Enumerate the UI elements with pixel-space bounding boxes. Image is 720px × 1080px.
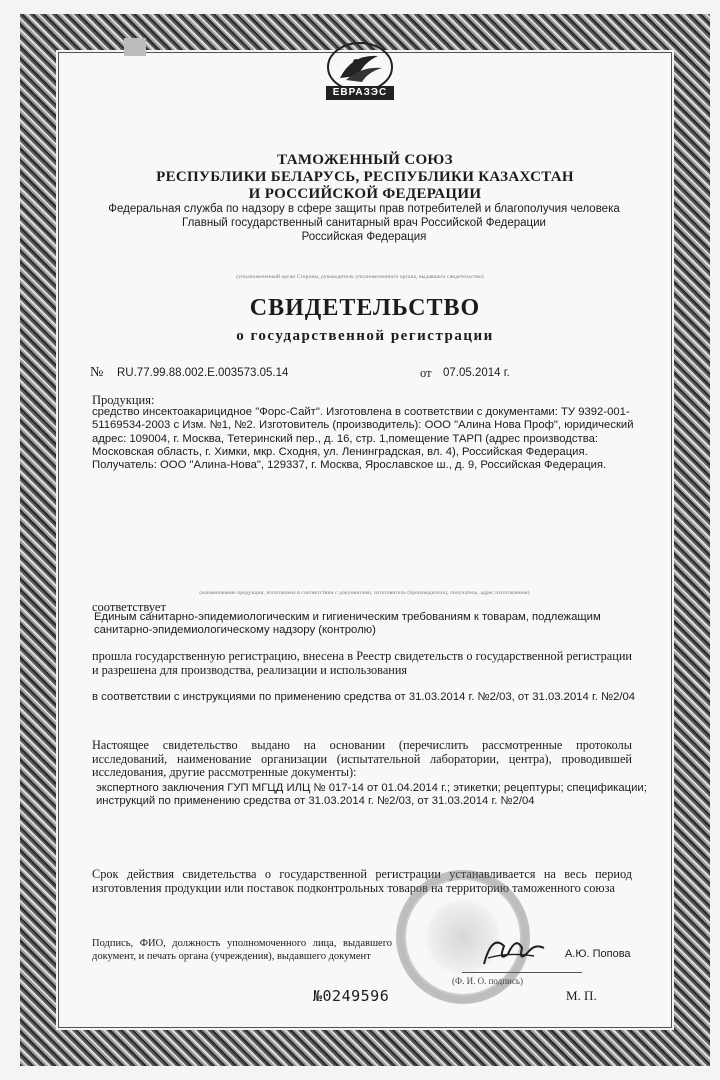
signature-line	[462, 972, 582, 973]
product-caption: (наименование продукции, изготовлена в соответствии с документами, изготовитель (производитель), получатель, адрес изготовления)	[199, 590, 530, 596]
registration-detail: в соответствии с инструкциями по применению средства от 31.03.2014 г. №2/03, от 31.03.2014 г. №2/04	[92, 691, 636, 703]
header-line-1: ТАМОЖЕННЫЙ СОЮЗ	[277, 152, 453, 168]
date-prefix: от	[420, 366, 432, 380]
number-prefix: №	[90, 365, 104, 380]
seal-placeholder: М. П.	[566, 988, 597, 1003]
handwritten-signature-icon	[478, 928, 548, 972]
header-line-2: РЕСПУБЛИКИ БЕЛАРУСЬ, РЕСПУБЛИКИ КАЗАХСТАН	[156, 169, 574, 185]
header-line-3: И РОССИЙСКОЙ ФЕДЕРАЦИИ	[248, 186, 482, 202]
certificate-date: 07.05.2014 г.	[443, 367, 510, 379]
emblem-label: ЕВРАЗЭС	[332, 87, 388, 98]
certificate-number: RU.77.99.88.002.Е.003573.05.14	[117, 367, 289, 379]
document-title: СВИДЕТЕЛЬСТВО	[249, 295, 481, 321]
registration-text: прошла государственную регистрацию, внесена в Реестр свидетельств о государственной регистрации и разрешена для производства, реализации и использования	[92, 649, 632, 677]
signature-caption: Подпись, ФИО, должность уполномоченного лица, выдавшего документ, и печать органа (учреждения), выдавшего документ	[92, 938, 392, 962]
basis-text: Настоящее свидетельство выдано на основании (перечислить рассмотренные протоколы исследований, наименование организации (испытательной лаборатории, центра), проводившей исследования, другие рассмотренные документы):	[92, 738, 632, 779]
agency-line-1: Федеральная служба по надзору в сфере защиты прав потребителей и благополучия человека	[108, 203, 620, 215]
redacted-mark	[124, 38, 146, 56]
signature-name-caption: (Ф. И. О. подпись)	[452, 976, 523, 986]
product-label: Продукция:	[92, 393, 155, 407]
basis-detail: экспертного заключения ГУП МГЦД ИЛЦ № 017-14 от 01.04.2014 г.; этикетки; рецептуры; спецификации; инструкций по применению средства от 31.03.2014 г. №2/03, от 31.03.2014 г. №2/04	[96, 782, 647, 808]
validity-text: Срок действия свидетельства о государственной регистрации устанавливается на весь период изготовления продукции или поставок подконтрольных товаров на территорию таможенного союза	[92, 867, 632, 895]
signatory-name: А.Ю. Попова	[565, 948, 631, 960]
product-description: средство инсектоакарицидное "Форс-Сайт". Изготовлена в соответствии с документами: ТУ 9392-001-51169534-2003 с Изм. №1, №2. Изготовитель (производитель): ООО "Алина Нова Проф", юридический адрес: 109004, г. Москва, Тетеринский пер., д. 16, стр. 1,помещение ТАРП (адрес производства: Московская область, г. Химки, мкр. Сходня, ул. Ленинградская, вл. 4), Российская Федерация. Получатель: ООО "Алина-Нова", 129337, г. Москва, Ярославское ш., д. 9, Российская Федерация.	[92, 406, 634, 472]
document-subtitle: о государственной регистрации	[236, 328, 494, 344]
agency-line-2: Главный государственный санитарный врач Российской Федерации	[182, 217, 546, 229]
authority-caption: (уполномоченный орган Стороны, руководитель уполномоченного органа, выдавшего свидетельство)	[236, 274, 484, 280]
agency-line-3: Российская Федерация	[301, 231, 427, 243]
compliance-text: Единым санитарно-эпидемиологическим и гигиеническим требованиям к товарам, подлежащим санитарно-эпидемиологическому надзору (контролю)	[94, 611, 601, 637]
serial-number: №0249596	[313, 987, 390, 1005]
compliance-label: соответствует	[92, 600, 166, 614]
